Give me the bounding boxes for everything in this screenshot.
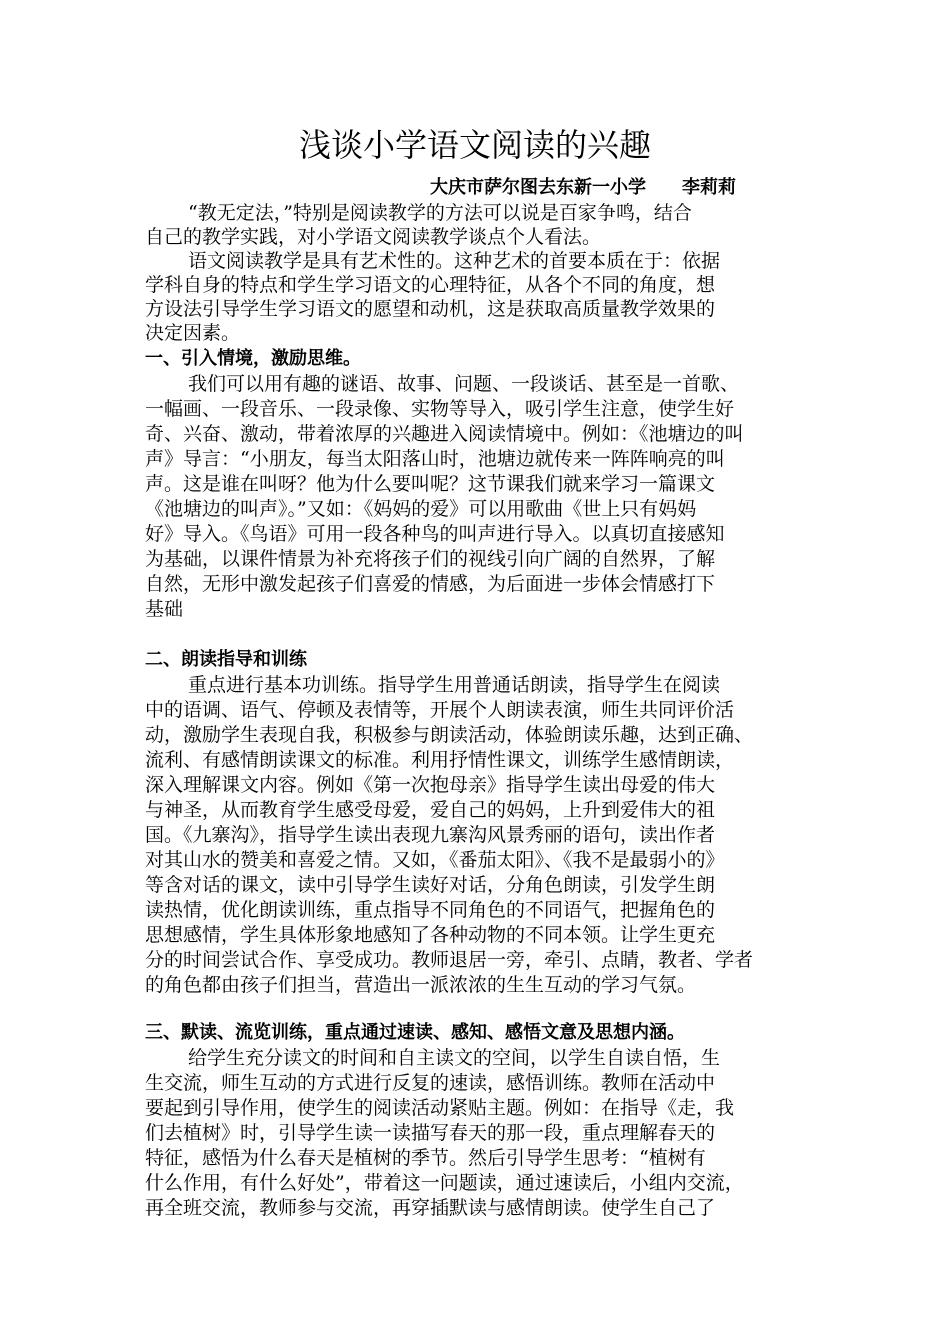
paragraph-line: 声。这是谁在叫呀？他为什么要叫呢？这节课我们就来学习一篇课文 <box>145 473 716 495</box>
paragraph-line: 再全班交流，教师参与交流，再穿插默读与感情朗读。使学生自己了 <box>145 1197 716 1219</box>
paragraph-line: 声》导言：“小朋友，每当太阳落山时，池塘边就传来一阵阵响亮的叫 <box>145 448 725 470</box>
paragraph-line: 分的时间尝试合作、享受成功。教师退居一旁，牵引、点睛，教者、学者 <box>145 949 754 971</box>
paragraph-line: 基础 <box>145 598 184 620</box>
author-school: 大庆市萨尔图去东新一小学 <box>430 177 646 198</box>
paragraph-line: 给学生充分读文的时间和自主读文的空间，以学生自读自悟，生 <box>188 1047 721 1069</box>
paragraph-line: 自然，无形中激发起孩子们喜爱的情感，为后面进一步体会情感打下 <box>145 573 716 595</box>
paragraph-line: 为基础，以课件情景为补充将孩子们的视线引向广阔的自然界，了解 <box>145 548 716 570</box>
paragraph-line: 等含对话的课文，读中引导学生读好对话，分角色朗读，引发学生朗 <box>145 874 716 896</box>
section-heading: 一、引入情境，激励思维。 <box>145 348 361 369</box>
paragraph-line: 特征，感悟为什么春天是植树的季节。然后引导学生思考：“植树有 <box>145 1147 706 1169</box>
author-name: 李莉莉 <box>682 177 736 198</box>
paragraph-line: “教无定法，”特别是阅读教学的方法可以说是百家争鸣，结合 <box>188 202 692 224</box>
author-line <box>430 176 830 200</box>
paragraph-line: 的角色都由孩子们担当，营造出一派浓浓的生生互动的学习气氛。 <box>145 974 697 996</box>
paragraph-line: 自己的教学实践，对小学语文阅读教学谈点个人看法。 <box>145 226 602 248</box>
paragraph-line: 什么作用，有什么好处”，带着这一问题读，通过速读后，小组内交流， <box>145 1172 744 1194</box>
paragraph-line: 深入理解课文内容。例如《第一次抱母亲》指导学生读出母爱的伟大 <box>145 774 716 796</box>
section-heading: 三、默读、流览训练，重点通过速读、感知、感悟文意及思想内涵。 <box>145 1022 685 1043</box>
paragraph-line: 国。《九寨沟》，指导学生读出表现九寨沟风景秀丽的语句，读出作者 <box>145 824 716 846</box>
paragraph-line: 读热情，优化朗读训练，重点指导不同角色的不同语气，把握角色的 <box>145 899 716 921</box>
paragraph-line: 中的语调、语气、停顿及表情等，开展个人朗读表演，师生共同评价活 <box>145 699 735 721</box>
paragraph-line: 方设法引导学生学习语文的愿望和动机，这是获取高质量教学效果的 <box>145 298 716 320</box>
paragraph-line: 《池塘边的叫声》。”又如：《妈妈的爱》可以用歌曲《世上只有妈妈 <box>145 498 697 520</box>
paragraph-line: 思想感情，学生具体形象地感知了各种动物的不同本领。让学生更充 <box>145 924 716 946</box>
paragraph-line: 对其山水的赞美和喜爱之情。又如，《番茄太阳》、《我不是最弱小的》 <box>145 849 725 871</box>
paragraph-line: 动，激励学生表现自我，积极参与朗读活动，体验朗读乐趣，达到正确、 <box>145 724 754 746</box>
paragraph-line: 重点进行基本功训练。指导学生用普通话朗读，指导学生在阅读 <box>188 674 721 696</box>
paragraph-line: 学科自身的特点和学生学习语文的心理特征，从各个不同的角度，想 <box>145 274 716 296</box>
paragraph-line: 与神圣，从而教育学生感受母爱，爱自己的妈妈，上升到爱伟大的祖 <box>145 799 716 821</box>
section-heading: 二、朗读指导和训练 <box>145 649 307 670</box>
paragraph-line: 语文阅读教学是具有艺术性的。这种艺术的首要本质在于：依据 <box>188 250 721 272</box>
paragraph-line: 流利、有感情朗读课文的标准。利用抒情性课文，训练学生感情朗读， <box>145 749 735 771</box>
paragraph-line: 好》导入。《鸟语》可用一段各种鸟的叫声进行导入。以真切直接感知 <box>145 523 725 545</box>
paragraph-line: 要起到引导作用，使学生的阅读活动紧贴主题。例如：在指导《走，我 <box>145 1097 735 1119</box>
document-title: 浅谈小学语文阅读的兴趣 <box>298 126 651 164</box>
paragraph-line: 奇、兴奋、激动，带着浓厚的兴趣进入阅读情境中。例如：《池塘边的叫 <box>145 423 744 445</box>
paragraph-line: 一幅画、一段音乐、一段录像、实物等导入，吸引学生注意，使学生好 <box>145 398 735 420</box>
paragraph-line: 决定因素。 <box>145 322 241 344</box>
paragraph-line: 我们可以用有趣的谜语、故事、问题、一段谈话、甚至是一首歌、 <box>188 373 740 395</box>
paragraph-line: 们去植树》时，引导学生读一读描写春天的那一段，重点理解春天的 <box>145 1122 716 1144</box>
paragraph-line: 生交流，师生互动的方式进行反复的速读，感悟训练。教师在活动中 <box>145 1072 716 1094</box>
